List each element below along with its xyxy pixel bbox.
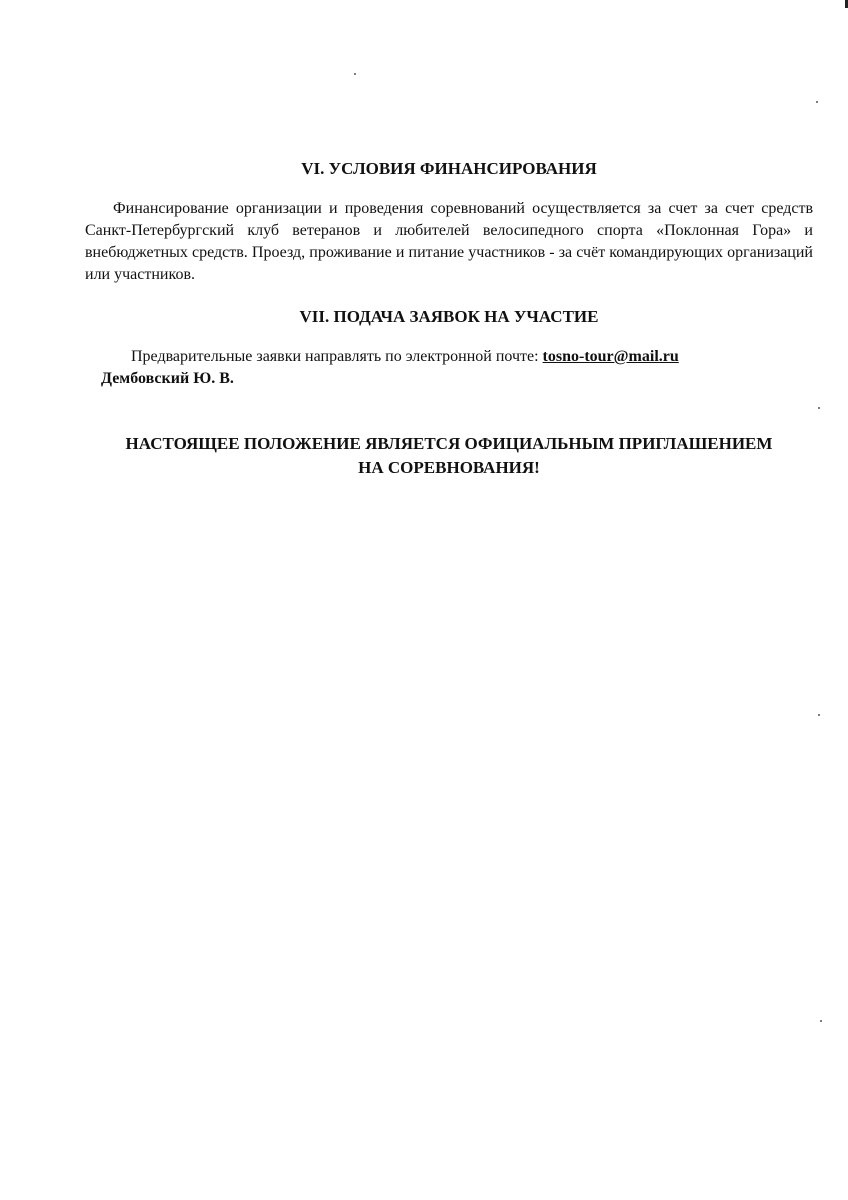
scan-speck	[354, 73, 356, 75]
scan-speck	[816, 101, 818, 103]
section-7-body-text: Предварительные заявки направлять по электронной почте:	[131, 348, 543, 365]
section-7-heading: VII. ПОДАЧА ЗАЯВОК НА УЧАСТИЕ	[299, 307, 599, 326]
email-link[interactable]: tosno-tour@mail.ru	[542, 348, 679, 365]
scan-speck	[820, 1020, 822, 1022]
section-6-heading: VI. УСЛОВИЯ ФИНАНСИРОВАНИЯ	[301, 159, 597, 178]
contact-name: Дембовский Ю. В.	[101, 370, 234, 387]
official-invitation	[85, 432, 813, 480]
scan-speck	[818, 714, 820, 716]
invitation-line-2: НА СОРЕВНОВАНИЯ!	[358, 458, 540, 477]
invitation-line-1: НАСТОЯЩЕЕ ПОЛОЖЕНИЕ ЯВЛЯЕТСЯ ОФИЦИАЛЬНЫМ ПРИГЛАШЕНИЕМ	[125, 434, 773, 453]
section-7-body	[85, 346, 813, 368]
section-6-body: Финансирование организации и проведения соревнований осуществляется за счет за счет средств Санкт-Петербургский клуб ветеранов и любителей велосипедного спорта «Поклонная Гора» и внебюджетных средств. Проезд, проживание и питание участников - за счёт командирующих организаций или участников.	[85, 200, 813, 283]
scan-speck	[818, 407, 820, 409]
document-page	[85, 150, 813, 480]
